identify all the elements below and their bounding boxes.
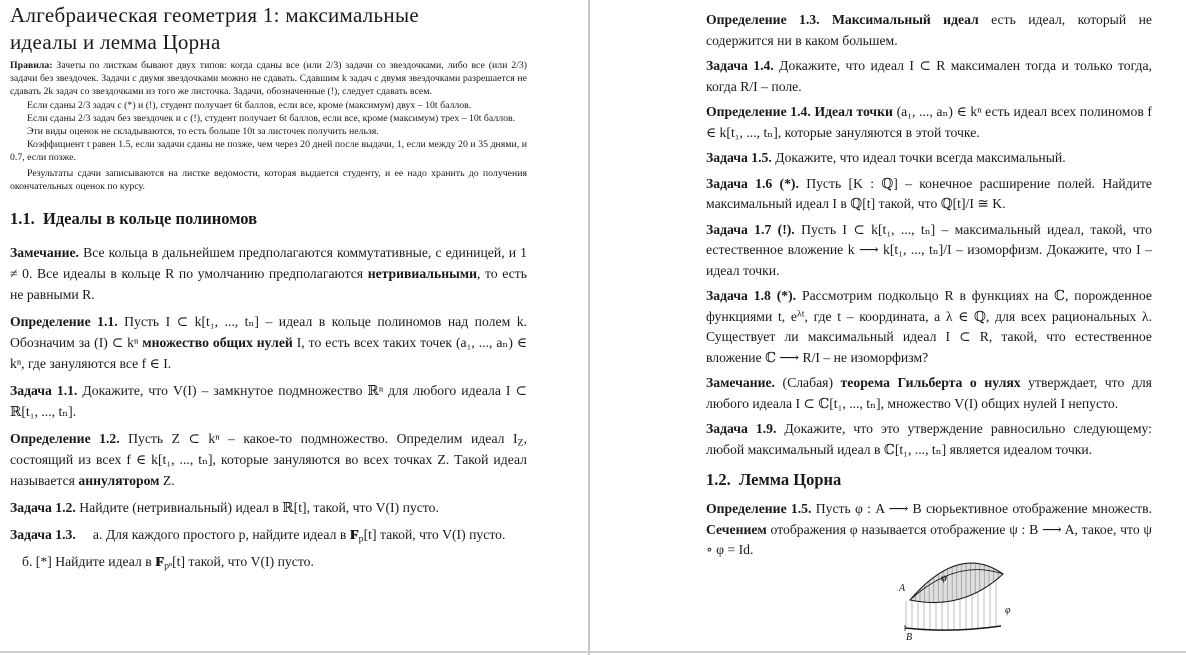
section-heading-1-2: 1.2. Лемма Цорна (706, 470, 842, 489)
page-title-line-2: идеалы и лемма Цорна (10, 30, 221, 54)
text-run: Определение 1.2. (10, 431, 120, 447)
right-column (706, 0, 1153, 643)
problem-1-1 (10, 380, 527, 422)
text-run: Сечением (706, 521, 767, 537)
text-run: Задача 1.4. (706, 58, 774, 73)
definition-1-3 (706, 10, 1152, 51)
text-run: Коэффициент t равен 1.5, если задачи сданы не позже, чем через 20 дней после выдачи, 1, если между 20 и 35 днями, и 0.7, если позже. (10, 139, 527, 164)
problem-1-3-item-a (10, 524, 527, 545)
text-run: Пусть φ : A ⟶ B сюрьективное отображение множеств. (811, 501, 1152, 516)
text-run: Докажите, что это утверждение равносильно следующему: любой максимальный идеал в ℂ[t₁, ..., tₙ] является идеалом точки. (706, 421, 1152, 457)
text-run: отображения φ называется отображение ψ : B ⟶ A, такое, что ψ ∘ φ = Id. (706, 521, 1152, 557)
text-run: Задача 1.2. (10, 500, 76, 516)
text-run: утверждает, что для любого идеала I ⊂ ℂ[t₁, ..., tₙ], множество V(I) общих нулей I непусто. (706, 375, 1152, 411)
text-run: Пусть I ⊂ k[t₁, ..., tₙ] – идеал в кольце полиномов над полем k. Обозначим за (I) ⊂ kⁿ (10, 314, 527, 351)
problem-1-7 (706, 220, 1152, 282)
text-run: Z. (159, 473, 175, 489)
rules-paragraph-starred (10, 99, 527, 112)
label-B: B (906, 632, 913, 643)
text-run: I, то есть всех таких точек (a₁, ..., aₙ) ∈ kⁿ, где зануляются все f ∈ I. (10, 335, 527, 372)
surface-lens-A (910, 563, 1003, 602)
text-run: Если сданы 2/3 задач без звездочек и с (!), студент получает 6t баллов, если все, кроме (максимум) трех – 10t баллов. (27, 112, 516, 124)
text-run: F (349, 527, 359, 543)
problem-1-3-item-b (22, 551, 527, 572)
rules-paragraph-types (10, 59, 527, 99)
text-run: Зачеты по листкам бывают двух типов: когда сданы все (или 2/3) задачи со звездочками, либо все (или 2/3) задачи без звездочек. Задачи с двумя звездочками можно не сдавать. Сдавшим k задач с двумя звездочками разрешается не сдавать 2k задач со звездочками из того же листочка. Задачи, обозначенные (!), следует сдавать всем. (10, 60, 527, 98)
remark-nullstellensatz (706, 373, 1152, 414)
text-run: Пусть [K : ℚ] – конечное расширение полей. Найдите максимальный идеал I в ℚ[t] такой, что ℚ[t]/I ≅ K. (706, 175, 1153, 211)
page-bottom-border (0, 651, 1186, 653)
section-heading-1-1: 1.1. Идеалы в кольце полиномов (10, 209, 257, 229)
text-run: Задача 1.6 (*). (706, 175, 799, 191)
text-run: Найдите (нетривиальный) идеал в ℝ[t], такой, что V(I) пусто. (75, 500, 439, 516)
definition-1-1 (10, 311, 527, 374)
section-of-map-figure (878, 556, 1023, 648)
text-run: [t] такой, что V(I) пусто. (363, 527, 506, 543)
text-run: Определение 1.1. (10, 314, 118, 330)
label-psi: ψ (941, 573, 948, 583)
text-run: λt (796, 308, 805, 320)
definition-1-5 (706, 499, 1152, 561)
problem-1-9 (706, 419, 1152, 460)
text-run: нетривиальными (367, 266, 477, 282)
text-run: аннулятором (78, 473, 160, 489)
text-run: Пусть Z ⊂ kⁿ – какое-то подмножество. Определим идеал I (119, 431, 518, 447)
text-run: Докажите, что идеал I ⊂ R максимален тогда и только тогда, когда R/I – поле. (706, 58, 1152, 94)
text-run: F (155, 554, 165, 570)
text-run: Докажите, что V(I) – замкнутое подмножество ℝⁿ для любого идеала I ⊂ ℝ[t₁, ..., tₙ]. (10, 383, 527, 420)
text-run: Задача 1.9. (706, 421, 777, 436)
problem-1-4 (706, 56, 1152, 97)
page-title (10, 2, 527, 56)
text-run: Правила: (10, 60, 53, 71)
text-run: , где t – координата, а λ ∈ ℚ, для всех рациональных λ. Существует ли максимальный идеал I ⊂ R, такой, что естественное вложение ℂ ⟶ R/I – не изоморфизм? (706, 308, 1152, 365)
text-run: (a₁, ..., aₙ) ∈ kⁿ есть идеал всех полиномов f ∈ k[t₁, ..., tₙ], которые зануляются в этой точке. (706, 104, 1152, 140)
text-run: Пусть I ⊂ k[t₁, ..., tₙ] – максимальный идеал, такой, что естественное вложение k ⟶ k[t₁, ..., tₙ]/I – изоморфизм. Докажите, что I – идеал точки. (706, 221, 1153, 278)
text-run: Замечание. (10, 245, 79, 261)
column-divider (588, 0, 590, 655)
text-run: Определение 1.5. (706, 501, 812, 516)
text-run: Результаты сдачи записываются на листке ведомости, которая выдается студенту, и ее надо хранить до получения окончательных оценок по курсу. (10, 167, 527, 192)
problem-1-8 (706, 286, 1152, 368)
text-run: Все кольца в дальнейшем предполагаются коммутативные, с единицей, и 1 ≠ 0. Все идеалы в кольце R по умолчанию предполагаются (10, 245, 527, 282)
text-run: б. [*] Найдите идеал в (22, 554, 156, 570)
text-run: Задача 1.8 (*). (706, 288, 797, 303)
problem-1-5 (706, 148, 1152, 169)
page-title-line-1: Алгебраическая геометрия 1: максимальные (10, 3, 419, 27)
rules-paragraph-no-sum (10, 125, 527, 138)
text-run: Задача 1.7 (!). (706, 221, 795, 237)
rules-paragraph-results (10, 167, 527, 193)
base-curve-B (905, 626, 1001, 630)
text-run: Определение 1.3. Максимальный идеал (706, 12, 979, 27)
text-run: p (358, 533, 364, 545)
definition-1-4 (706, 102, 1152, 143)
text-run: Задача 1.5. (706, 150, 772, 165)
text-run: теорема Гильберта о нулях (840, 375, 1021, 390)
text-run: [t] такой, что V(I) пусто. (172, 554, 314, 570)
text-run: множество общих нулей (142, 335, 293, 351)
text-run: есть идеал, который не содержится ни в каком большем. (706, 12, 1152, 48)
text-run: Задача 1.3. (10, 527, 76, 543)
text-run: Докажите, что идеал точки всегда максимальный. (771, 150, 1066, 165)
problem-1-6 (706, 174, 1152, 215)
label-phi: φ (1005, 605, 1011, 616)
text-run: Z (517, 437, 524, 449)
remark-rings (10, 242, 527, 305)
text-run: pⁿ (164, 560, 173, 572)
text-run: Определение 1.4. Идеал точки (706, 104, 893, 119)
rules-paragraph-unstarred (10, 112, 527, 125)
text-run: , состоящий из всех f ∈ k[t₁, ..., tₙ], которые зануляются во всех точках Z. Такой идеал называется (10, 431, 527, 489)
course-rules (10, 59, 527, 193)
text-run: Рассмотрим подкольцо R в функциях на ℂ, порожденное функциями t, e (706, 288, 1152, 324)
label-A: A (899, 583, 906, 594)
left-column (10, 2, 527, 578)
rules-paragraph-coefficient (10, 138, 527, 164)
text-run: Эти виды оценок не складываются, то есть больше 10t за листочек получить нельзя. (27, 126, 379, 138)
text-run: , то есть не равными R. (10, 266, 527, 303)
text-run: а. Для каждого простого p, найдите идеал в (75, 527, 350, 543)
text-run: (Слабая) (774, 375, 841, 390)
text-run: Задача 1.1. (10, 383, 78, 399)
text-run: Если сданы 2/3 задач с (*) и (!), студент получает 6t баллов, если все, кроме (максимум) двух – 10t баллов. (27, 99, 472, 111)
definition-1-2 (10, 428, 527, 491)
problem-1-2 (10, 497, 527, 518)
text-run: Замечание. (706, 375, 775, 390)
